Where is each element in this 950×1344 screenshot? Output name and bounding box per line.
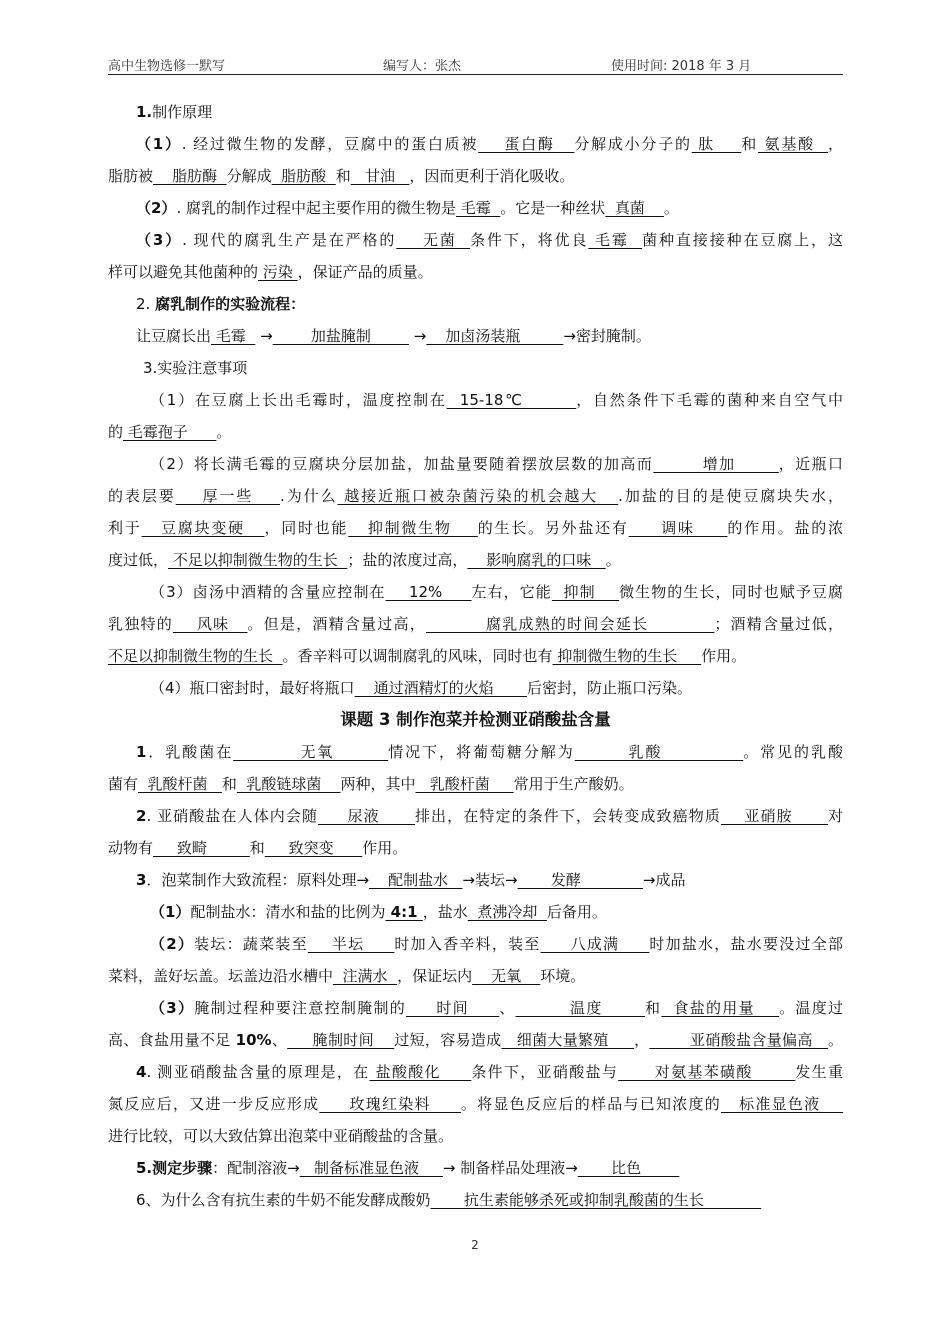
line-text: ，近瓶口 <box>778 455 843 473</box>
line-text: 、 <box>271 1031 288 1049</box>
line-text: （2） <box>150 935 195 953</box>
line-text: 。将显色反应后的样品与已知浓度的 <box>460 1095 722 1113</box>
line-text: 两种，其中 <box>340 775 416 793</box>
line-text: → <box>408 327 427 345</box>
item-6-line <box>108 1184 843 1216</box>
line-text: 脂肪被 <box>108 167 154 185</box>
line-text: 配制盐水：清水和盐的比例为 <box>190 903 386 921</box>
line-text: 。 <box>663 199 679 217</box>
answer-blank: 温度 <box>515 999 646 1017</box>
line-text: 乳独特的 <box>108 615 173 633</box>
answer-blank: 注满水 <box>333 967 398 985</box>
line-text: 进行比较，可以大致估算出泡菜中亚硝酸盐的含量。 <box>108 1127 454 1145</box>
answer-blank: 加卤汤装瓶 <box>426 327 564 345</box>
line-text: 、 <box>499 999 516 1017</box>
answer-blank: 不足以抑制微生物的生长 <box>168 551 348 569</box>
page-header <box>108 52 843 75</box>
answer-blank: 制备标准显色液 <box>299 1159 443 1177</box>
answer-blank: 致畸 <box>153 839 250 857</box>
line-text: 。 <box>216 423 232 441</box>
answer-blank: 脂肪酸 <box>271 167 336 185</box>
line-text: 3.实验注意事项 <box>143 359 248 377</box>
note-3-line-3 <box>108 640 843 672</box>
line-text: 的 <box>108 423 124 441</box>
answer-blank: 煮沸冷却 <box>467 903 547 921</box>
line-text: 氮反应后，又进一步反应形成 <box>108 1095 320 1113</box>
note-3-line-1 <box>108 576 843 608</box>
answer-blank: 蛋白酶 <box>478 135 575 153</box>
answer-blank: 毛霉 <box>211 327 256 345</box>
line-text: → 制备样品处理液→ <box>442 1159 578 1177</box>
line-text: 分解成 <box>226 167 272 185</box>
line-text: 左右，它能 <box>471 583 552 601</box>
answer-blank: 食盐的用量 <box>661 999 780 1017</box>
principle-3-line-2 <box>108 256 843 288</box>
line-text: ，因而更利于消化吸收。 <box>409 167 575 185</box>
line-text: 菜料，盖好坛盖。坛盖边沿水槽中 <box>108 967 334 985</box>
line-text: （4）瓶口密封时，最好将瓶口 <box>150 679 355 697</box>
line-text: ，保证产品的质量。 <box>297 263 433 281</box>
line-text: ；酒精含量过低， <box>714 615 843 633</box>
line-text: 对 <box>827 807 843 825</box>
line-text: （2）将长满毛霉的豆腐块分层加盐，加盐量要随着摆放层数的加高而 <box>150 455 654 473</box>
answer-blank: 乳酸链球菌 <box>236 775 341 793</box>
line-text: ，保证坛内 <box>397 967 473 985</box>
item-3-2-line-1 <box>108 928 843 960</box>
answer-blank: 腐乳成熟的时间会延长 <box>425 615 715 633</box>
line-text: 条件下，亚硝酸盐与 <box>471 1063 619 1081</box>
line-text: 条件下，将优良 <box>470 231 589 249</box>
line-text: 利于 <box>108 519 142 537</box>
section-heading-notes <box>108 352 843 384</box>
line-text: 2. <box>136 295 156 313</box>
line-text: 时加入香辛料，装至 <box>394 935 541 953</box>
answer-blank: 无氧 <box>472 967 541 985</box>
line-text: 。 <box>605 551 621 569</box>
answer-blank: 乳酸杆菌 <box>138 775 222 793</box>
answer-blank: 厚一些 <box>175 487 281 505</box>
answer-blank: 无氧 <box>233 743 389 761</box>
line-text: 装坛：蔬菜装至 <box>194 935 308 953</box>
answer-blank: 对氨基苯磺酸 <box>618 1063 796 1081</box>
line-text: 。 <box>827 1031 843 1049</box>
answer-blank: 真菌 <box>605 199 664 217</box>
section-heading-flow <box>108 288 843 320</box>
item-3-3-line-2 <box>108 1024 843 1056</box>
answer-blank: 乳酸 <box>574 743 744 761</box>
answer-blank: 乳酸杆菌 <box>415 775 514 793</box>
note-2-line-4 <box>108 544 843 576</box>
line-text: 后密封，防止瓶口污染。 <box>527 679 693 697</box>
item-3-3-line-1 <box>108 992 843 1024</box>
line-text: 环境。 <box>540 967 586 985</box>
answer-blank: 亚硝胺 <box>720 807 828 825</box>
line-text: .为什么 <box>280 487 338 505</box>
line-text: . 腐乳的制作过程中起主要作用的微生物是 <box>176 199 456 217</box>
line-text: →密封腌制。 <box>563 327 651 345</box>
item-3-1-line <box>108 896 843 928</box>
line-text: 动物有 <box>108 839 154 857</box>
line-text: 1 <box>136 743 147 761</box>
line-text: 的作用。盐的浓 <box>727 519 843 537</box>
line-text: 让豆腐长出 <box>136 327 212 345</box>
answer-blank: 豆腐块变硬 <box>141 519 265 537</box>
answer-blank: 氨基酸 <box>758 135 828 153</box>
document-body <box>108 96 843 1216</box>
note-1-line-1 <box>108 384 843 416</box>
item-3-2-line-2 <box>108 960 843 992</box>
line-text: （1） <box>150 903 191 921</box>
answer-blank: 风味 <box>172 615 248 633</box>
line-text: ， <box>634 1031 650 1049</box>
note-2-line-3 <box>108 512 843 544</box>
line-text: 6、为什么含有抗生素的牛奶不能发酵成酸奶 <box>136 1191 431 1209</box>
line-text: 作用。 <box>362 839 408 857</box>
line-text: . 亚硝酸盐在人体内会随 <box>146 807 319 825</box>
answer-blank: 肽 <box>691 135 742 153</box>
line-text: 的表层要 <box>108 487 176 505</box>
line-text: 。但是，酒精含量过高， <box>247 615 426 633</box>
line-text: ，同时也能 <box>264 519 349 537</box>
line-text: 4 <box>136 1063 147 1081</box>
note-3-line-2 <box>108 608 843 640</box>
line-text: 菌有 <box>108 775 139 793</box>
answer-blank: 八成满 <box>540 935 650 953</box>
line-text: 后备用。 <box>546 903 607 921</box>
answer-blank: 脂肪酶 <box>153 167 227 185</box>
line-text: 菌种直接接种在豆腐上，这 <box>642 231 843 249</box>
item-4-line-3 <box>108 1120 843 1152</box>
line-text: ，盐水 <box>422 903 468 921</box>
note-2-line-2 <box>108 480 843 512</box>
line-text: 。它是一种丝状 <box>500 199 606 217</box>
answer-blank: 比色 <box>577 1159 680 1177</box>
line-text: ，自然条件下毛霉的菌种来自空气中 <box>576 391 843 409</box>
line-text: 和 <box>221 775 237 793</box>
line-text: 作用。 <box>701 647 747 665</box>
principle-2-line <box>108 192 843 224</box>
line-text: . 测亚硝酸盐含量的原理是，在 <box>146 1063 370 1081</box>
answer-blank: 越接近瓶口被杂菌污染的机会越大 <box>337 487 619 505</box>
header-left-text: 高中生物选修一默写 <box>108 59 226 74</box>
line-text: 高、食盐用量不足 <box>108 1031 236 1049</box>
item-4-line-2 <box>108 1088 843 1120</box>
answer-blank: 标准显色液 <box>721 1095 843 1113</box>
line-text: →成品 <box>642 871 686 889</box>
item-5-line <box>108 1152 843 1184</box>
page-number: 2 <box>471 1238 479 1252</box>
line-text: 时加盐水，盐水要没过全部 <box>649 935 843 953</box>
answer-blank: 甘油 <box>350 167 410 185</box>
header-author-text: 编写人：张杰 <box>383 59 462 74</box>
answer-blank: 抑制 <box>551 583 620 601</box>
answer-blank: 致突变 <box>264 839 363 857</box>
line-text: 发生重 <box>795 1063 843 1081</box>
line-text: 样可以避免其他菌种的 <box>108 263 259 281</box>
answer-blank: 毛霉孢子 <box>123 423 217 441</box>
line-text: 排出，在特定的条件下，会转变成致癌物质 <box>414 807 721 825</box>
answer-blank: 毛霉 <box>588 231 643 249</box>
line-text: （3）卤汤中酒精的含量应控制在 <box>150 583 386 601</box>
item-2-line-2 <box>108 832 843 864</box>
line-text: 。香辛料可以调制腐乳的风味，同时也有 <box>282 647 553 665</box>
answer-blank: 影响腐乳的口味 <box>467 551 606 569</box>
answer-blank: 盐酸酸化 <box>369 1063 472 1081</box>
principle-3-line-1 <box>108 224 843 256</box>
answer-blank: 加盐腌制 <box>272 327 409 345</box>
note-2-line-1 <box>108 448 843 480</box>
line-text: . 现代的腐乳生产是在严格的 <box>182 231 397 249</box>
line-text: 。常见的乳酸 <box>743 743 843 761</box>
line-text: （3） <box>136 231 183 249</box>
line-text: 度过低， <box>108 551 169 569</box>
line-text: .加盐的目的是使豆腐块失水， <box>618 487 843 505</box>
answer-blank: 细菌大量繁殖 <box>501 1031 635 1049</box>
line-text: → <box>255 327 273 345</box>
lesson-title: 课题 3 制作泡菜并检测亚硝酸盐含量 <box>340 710 611 729</box>
answer-blank: 15-18℃ <box>446 391 577 409</box>
line-text: 和 <box>741 135 759 153</box>
answer-blank: 不足以抑制微生物的生长 <box>108 647 283 665</box>
line-text: （1） <box>136 135 182 153</box>
note-1-line-2 <box>108 416 843 448</box>
line-text: 和 <box>249 839 265 857</box>
line-text: 10% <box>235 1031 272 1049</box>
line-text: 腐乳制作的实验流程： <box>155 295 306 313</box>
answer-blank: 毛霉 <box>455 199 501 217</box>
line-text: 。温度过 <box>779 999 843 1017</box>
answer-blank: 抑制微生物 <box>348 519 478 537</box>
line-text: ， <box>827 135 843 153</box>
line-text: 情况下，将葡萄糖分解为 <box>388 743 575 761</box>
line-text: 3 <box>136 871 147 889</box>
line-text: （2） <box>136 199 177 217</box>
item-4-line-1 <box>108 1056 843 1088</box>
line-text: 制作原理 <box>152 103 213 121</box>
answer-blank: 12% <box>385 583 472 601</box>
line-text: →装坛→ <box>462 871 518 889</box>
line-text: 和 <box>645 999 662 1017</box>
principle-1-line-2 <box>108 160 843 192</box>
line-text: ；盐的浓度过高， <box>347 551 468 569</box>
item-1-line-2 <box>108 768 843 800</box>
line-text: （3） <box>150 999 195 1017</box>
item-3-flow-line <box>108 864 843 896</box>
answer-blank: 无菌 <box>396 231 471 249</box>
answer-blank: 4:1 <box>385 903 423 921</box>
answer-blank: 污染 <box>258 263 298 281</box>
answer-blank: 通过酒精灯的火焰 <box>354 679 527 697</box>
line-text: 2 <box>136 807 147 825</box>
line-text: 5.测定步骤 <box>136 1159 213 1177</box>
answer-blank: 发酵 <box>517 871 643 889</box>
line-text: 分解成小分子的 <box>574 135 692 153</box>
line-text: 的生长。另外盐还有 <box>477 519 629 537</box>
line-text: 1. <box>136 103 153 121</box>
section-heading-principle <box>108 96 843 128</box>
line-text: ：配制溶液→ <box>212 1159 300 1177</box>
line-text: ．乳酸菌在 <box>146 743 234 761</box>
answer-blank: 腌制时间 <box>287 1031 395 1049</box>
line-text: （1）在豆腐上长出毛霉时，温度控制在 <box>150 391 447 409</box>
answer-blank: 配制盐水 <box>369 871 463 889</box>
line-text: 和 <box>335 167 351 185</box>
item-2-line-1 <box>108 800 843 832</box>
answer-blank: 半坛 <box>307 935 395 953</box>
answer-blank: 尿液 <box>318 807 415 825</box>
line-text: 微生物的生长，同时也赋予豆腐 <box>619 583 843 601</box>
note-4-line <box>108 672 843 704</box>
line-text: . 经过微生物的发酵，豆腐中的蛋白质被 <box>181 135 479 153</box>
answer-blank: 增加 <box>653 455 779 473</box>
line-text: 过短，容易造成 <box>394 1031 502 1049</box>
answer-blank: 亚硝酸盐含量偏高 <box>649 1031 828 1049</box>
principle-1-line-1 <box>108 128 843 160</box>
line-text: ．泡菜制作大致流程：原料处理→ <box>146 871 370 889</box>
line-text: 常用于生产酸奶。 <box>513 775 634 793</box>
answer-blank: 玫瑰红染料 <box>319 1095 461 1113</box>
line-text: 腌制过程种要注意控制腌制的 <box>194 999 407 1017</box>
answer-blank: 时间 <box>406 999 500 1017</box>
answer-blank: 调味 <box>628 519 728 537</box>
header-date-text: 使用时间: 2018 年 3 月 <box>611 59 752 74</box>
answer-blank: 抑制微生物的生长 <box>552 647 702 665</box>
answer-blank: 抗生素能够杀死或抑制乳酸菌的生长 <box>430 1191 762 1209</box>
flow-line <box>108 320 843 352</box>
item-1-line-1 <box>108 736 843 768</box>
